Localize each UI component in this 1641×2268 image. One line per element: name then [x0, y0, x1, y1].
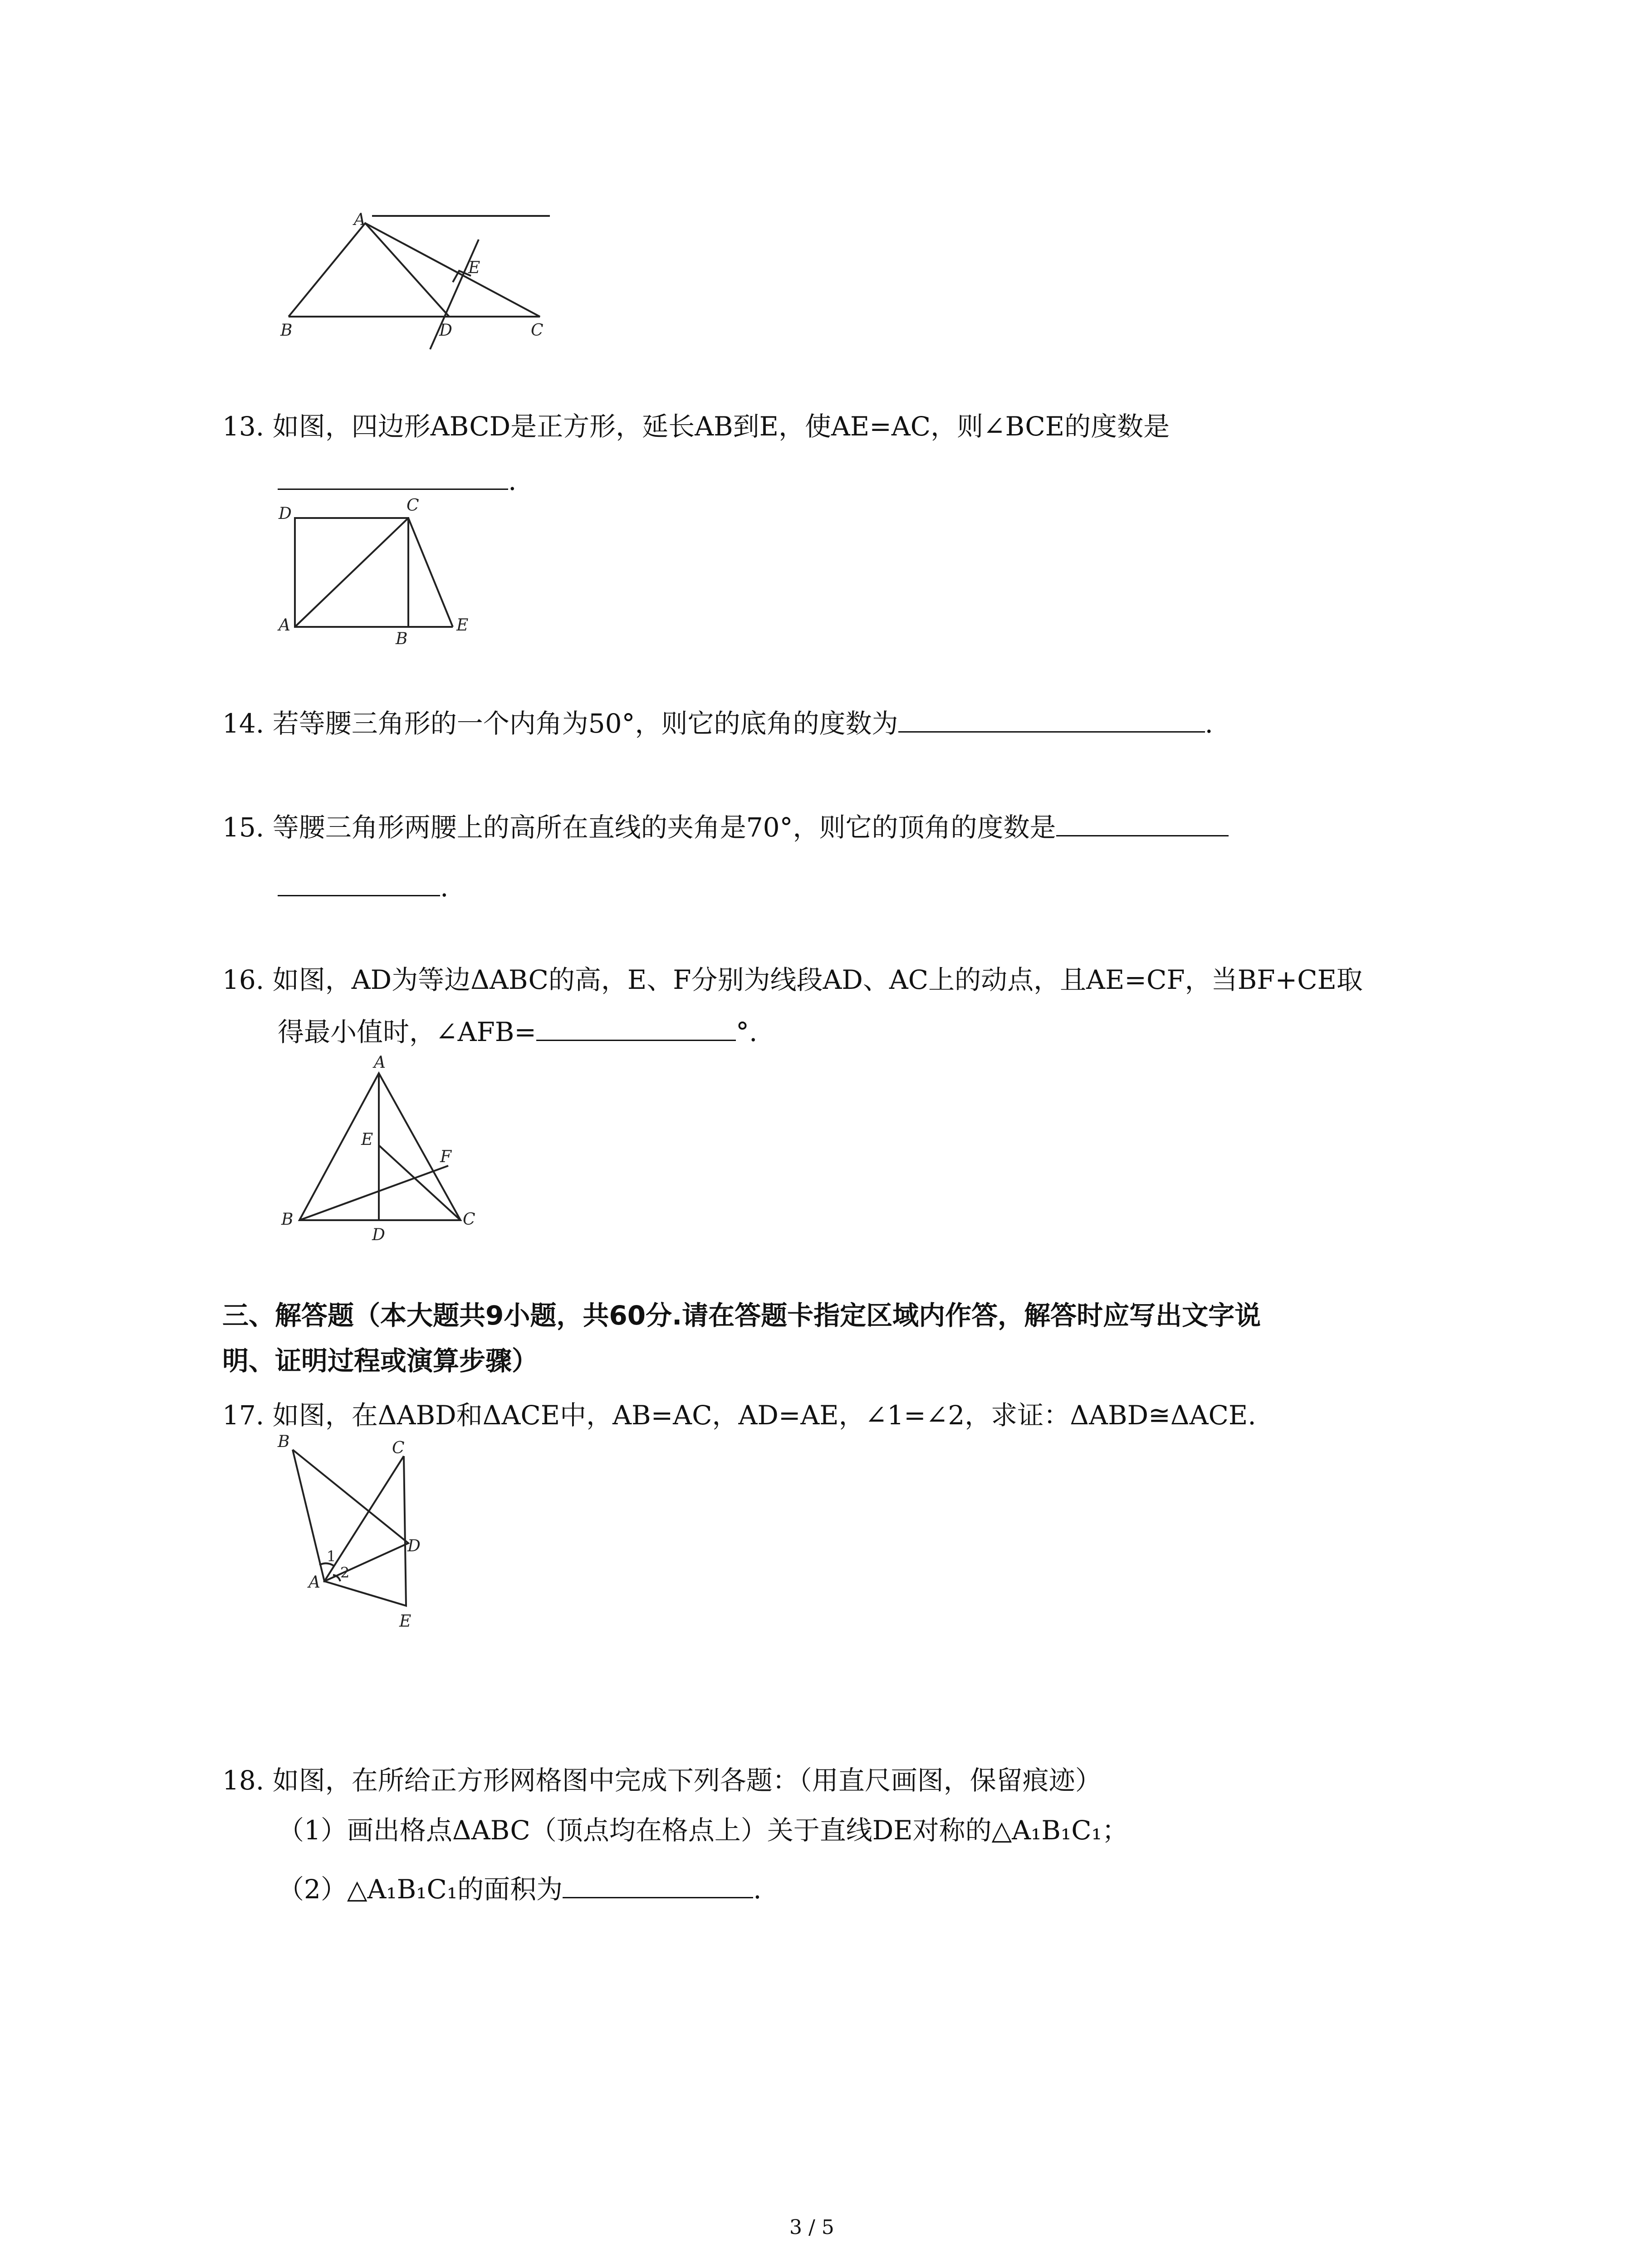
q18-sub1 — [278, 1812, 1128, 1848]
q16-label-b: B — [281, 1210, 294, 1229]
q18-text: 如图，在所给正方形网格图中完成下列各题：（用直尺画图，保留痕迹） — [272, 1765, 1102, 1796]
q16-question-line2 — [278, 1014, 757, 1050]
q18-number: 18. — [222, 1765, 265, 1796]
q15-answer-blank-2[interactable] — [278, 870, 440, 896]
q18-sub2 — [278, 1871, 762, 1907]
q14-tail: . — [1205, 708, 1213, 739]
q15-answer-line — [278, 869, 448, 905]
q13-text: 如图，四边形ABCD是正方形，延长AB到E，使AE=AC，则∠BCE的度数是 — [272, 411, 1170, 442]
q16-text-line2: 得最小值时，∠AFB= — [278, 1017, 536, 1047]
q17-question — [222, 1397, 1256, 1433]
q13-figure — [272, 494, 481, 649]
section-3-heading-line1: 三、解答题（本大题共9小题，共60分.请在答题卡指定区域内作答，解答时应写出文字说 — [222, 1300, 1261, 1331]
q18-answer-blank[interactable] — [563, 1872, 753, 1898]
q13-question — [222, 408, 1170, 445]
q13-label-d: D — [279, 504, 292, 523]
q16-text-line1: 如图，AD为等边ΔABC的高，E、F分别为线段AD、AC上的动点，且AE=CF，当BF+CE取 — [272, 964, 1363, 995]
q13-answer-line — [278, 463, 516, 499]
q17-label-b: B — [278, 1432, 290, 1451]
q12-label-d: D — [439, 321, 452, 340]
q16-answer-blank[interactable] — [536, 1014, 736, 1041]
q16-question — [222, 962, 1363, 998]
q16-label-f: F — [440, 1148, 451, 1166]
q13-label-a: A — [279, 616, 290, 635]
q17-angle-2: 2 — [340, 1564, 350, 1581]
q13-answer-blank[interactable] — [278, 463, 508, 490]
q15-tail: . — [440, 872, 449, 903]
q14-number: 14. — [222, 708, 265, 739]
q17-text: 如图，在ΔABD和ΔACE中，AB=AC，AD=AE，∠1=∠2，求证：ΔABD≅ΔACE. — [272, 1400, 1256, 1431]
q12-figure — [272, 200, 563, 363]
q14-question — [222, 705, 1213, 742]
q12-label-e: E — [468, 259, 480, 277]
q17-label-e: E — [399, 1612, 411, 1631]
q17-figure — [272, 1429, 436, 1633]
q18-sub2-text: （2）△A₁B₁C₁的面积为 — [278, 1874, 563, 1905]
q13-number: 13. — [222, 411, 265, 442]
q16-number: 16. — [222, 964, 265, 995]
q13-label-c: C — [407, 496, 419, 515]
q17-angle-1: 1 — [327, 1548, 336, 1565]
q14-text: 若等腰三角形的一个内角为50°，则它的底角的度数为 — [272, 708, 898, 739]
q18-question — [222, 1762, 1102, 1799]
q17-label-c: C — [392, 1439, 405, 1457]
q18-tail: . — [753, 1874, 762, 1905]
q15-answer-blank-1[interactable] — [1056, 810, 1229, 836]
q12-label-b: B — [280, 321, 293, 340]
q18-sub1-text: （1）画出格点ΔABC（顶点均在格点上）关于直线DE对称的△A₁B₁C₁； — [278, 1815, 1128, 1846]
q17-label-d: D — [407, 1537, 421, 1555]
q12-label-a: A — [354, 210, 366, 229]
section-3-heading — [222, 1293, 1261, 1383]
page-number: 3 / 5 — [789, 2216, 834, 2239]
q15-text: 等腰三角形两腰上的高所在直线的夹角是70°，则它的顶角的度数是 — [272, 812, 1056, 843]
q17-number: 17. — [222, 1400, 265, 1431]
q16-label-a: A — [374, 1053, 386, 1072]
q14-answer-blank[interactable] — [898, 706, 1205, 733]
q12-label-c: C — [531, 321, 544, 340]
q16-tail: °. — [735, 1017, 758, 1047]
q16-label-d: D — [372, 1226, 385, 1243]
q13-tail: . — [508, 465, 517, 496]
q15-question — [222, 809, 1229, 846]
q15-number: 15. — [222, 812, 265, 843]
q16-label-e: E — [361, 1130, 373, 1149]
q17-label-a: A — [309, 1573, 320, 1592]
section-3-heading-line2: 明、证明过程或演算步骤） — [222, 1345, 539, 1376]
q13-label-b: B — [396, 630, 408, 648]
q16-figure — [272, 1052, 490, 1243]
q16-label-c: C — [463, 1210, 475, 1229]
q13-label-e: E — [456, 616, 469, 635]
